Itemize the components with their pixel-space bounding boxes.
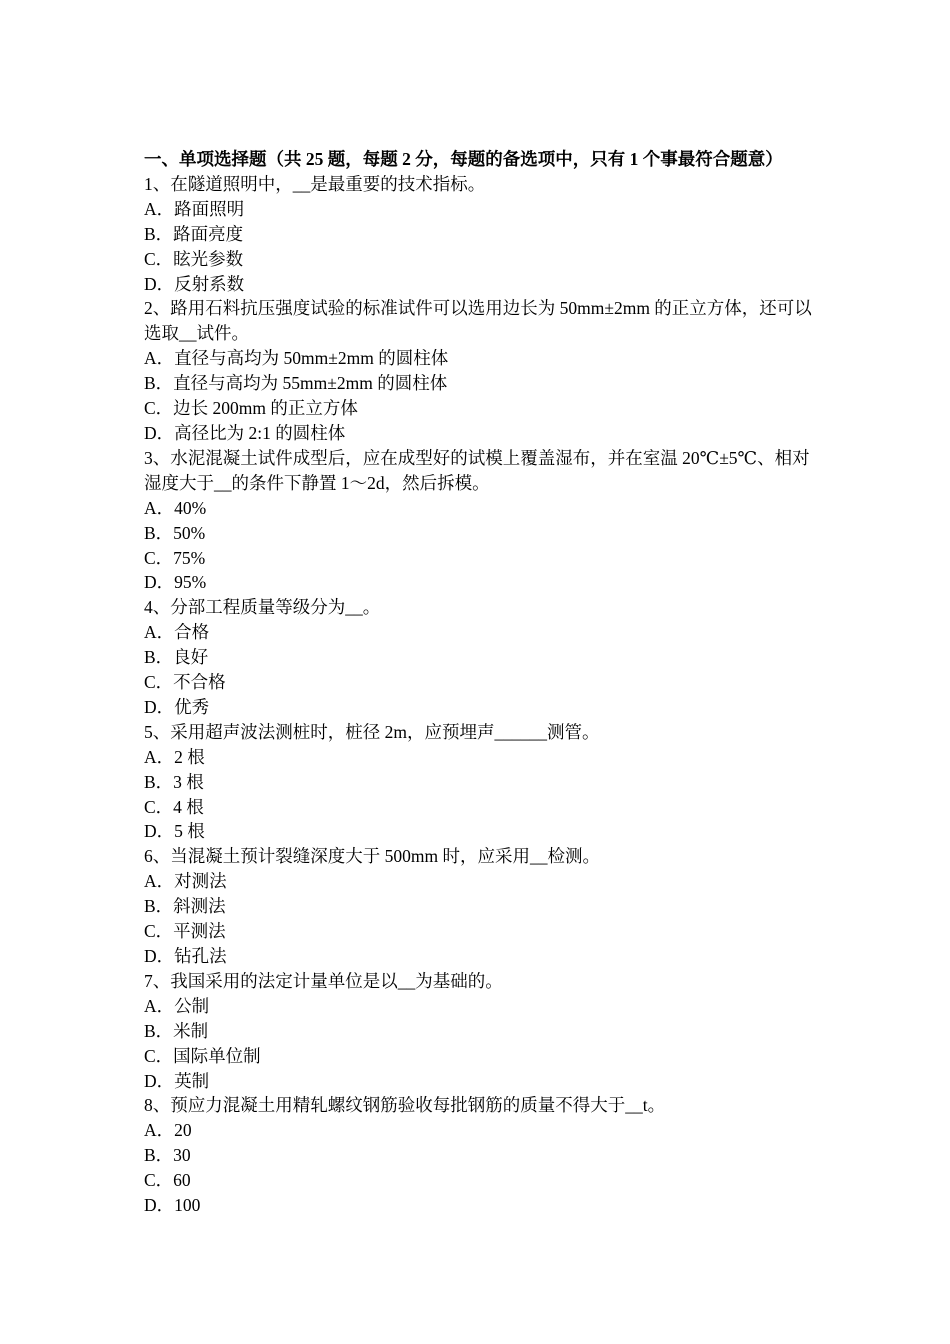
- option-d: D．钻孔法: [144, 946, 227, 966]
- option-b: B．3 根: [144, 771, 204, 792]
- question-block: [144, 969, 824, 1094]
- option-b: B．50%: [144, 522, 206, 543]
- question-block: [144, 446, 824, 595]
- question-block: [144, 720, 824, 845]
- option-a: A．40%: [144, 497, 207, 518]
- option-b: B．米制: [144, 1020, 209, 1041]
- option-c: C．60: [144, 1170, 191, 1191]
- option-d: D．英制: [144, 1070, 210, 1091]
- option-d: D．100: [144, 1195, 201, 1216]
- option-b: B．直径与高均为 55mm±2mm 的圆柱体: [144, 373, 448, 394]
- question-text: 6、当混凝土预计裂缝深度大于 500mm 时，应采用__检测。: [144, 846, 600, 867]
- option-c: C．国际单位制: [144, 1045, 261, 1066]
- question-text: 5、采用超声波法测桩时，桩径 2m，应预埋声______测管。: [144, 721, 600, 742]
- option-c: C．不合格: [144, 672, 226, 693]
- option-a: A．对测法: [144, 871, 227, 892]
- option-d: D．高径比为 2:1 的圆柱体: [144, 422, 346, 443]
- option-a: A．直径与高均为 50mm±2mm 的圆柱体: [144, 348, 449, 369]
- option-a: A．公制: [144, 995, 210, 1016]
- option-d: D．反射系数: [144, 273, 245, 294]
- option-c: C．边长 200mm 的正立方体: [144, 398, 358, 419]
- question-text: 8、预应力混凝土用精轧螺纹钢筋验收每批钢筋的质量不得大于__t。: [144, 1095, 666, 1116]
- option-c: C．4 根: [144, 796, 204, 817]
- question-block: [144, 296, 824, 445]
- question-block: [144, 1093, 824, 1218]
- question-block: [144, 172, 824, 297]
- option-a: A．合格: [144, 622, 210, 643]
- option-b: B．路面亮度: [144, 223, 244, 244]
- question-text: 3、水泥混凝土试件成型后，应在成型好的试模上覆盖湿布，并在室温 20℃±5℃、相对湿度大于__的条件下静置 1～2d，然后拆模。: [144, 447, 810, 493]
- option-a: A．2 根: [144, 746, 205, 767]
- question-block: [144, 595, 824, 720]
- question-text: 4、分部工程质量等级分为__。: [144, 597, 381, 618]
- document-content: [144, 147, 824, 1218]
- question-text: 1、在隧道照明中，__是最重要的技术指标。: [144, 173, 486, 194]
- option-d: D．95%: [144, 572, 207, 593]
- option-c: C．眩光参数: [144, 248, 244, 269]
- option-d: D．优秀: [144, 696, 210, 717]
- option-a: A．路面照明: [144, 198, 245, 219]
- option-c: C．75%: [144, 547, 206, 568]
- question-text: 7、我国采用的法定计量单位是以__为基础的。: [144, 970, 503, 991]
- question-text: 2、路用石料抗压强度试验的标准试件可以选用边长为 50mm±2mm 的正立方体，还可以选取__试件。: [144, 298, 812, 344]
- option-d: D．5 根: [144, 821, 205, 842]
- option-b: B．30: [144, 1145, 191, 1166]
- option-c: C．平测法: [144, 921, 226, 942]
- option-a: A．20: [144, 1120, 192, 1141]
- question-block: [144, 844, 824, 969]
- option-b: B．良好: [144, 647, 209, 668]
- option-b: B．斜测法: [144, 896, 226, 917]
- section-heading: 一、单项选择题（共 25 题，每题 2 分，每题的备选项中，只有 1 个事最符合题意）: [144, 149, 783, 169]
